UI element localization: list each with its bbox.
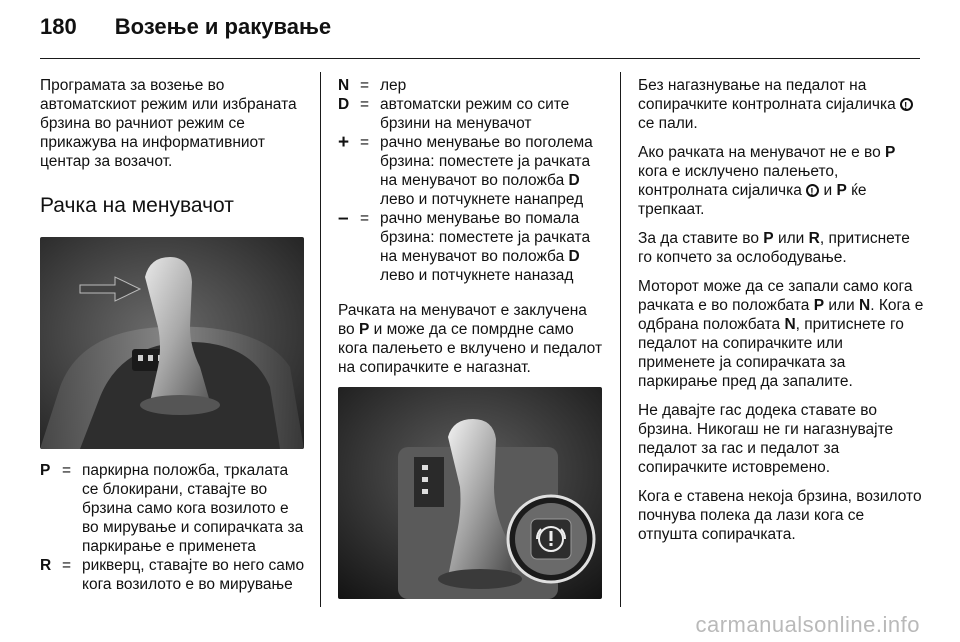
def-r: R = рикверц, ставајте во него само кога возилото е во мирување — [40, 557, 305, 593]
shift-lock-photo — [338, 387, 602, 599]
column-divider-1 — [320, 72, 321, 607]
paragraph-1: Без нагазнување на педалот на сопирачките контролната сијаличка ! се пали. — [638, 76, 924, 133]
watermark: carmanualsonline.info — [695, 612, 920, 637]
def-minus: – = рачно менување во помала брзина: поместете ја рачката на менувачот во положба D лево и потчукнете наназад — [338, 208, 591, 284]
paragraph-5: Не давајте гас додека ставате во брзина. Никогаш не ги нагазнувајте педалот за гас и педалот за сопирачките истовремено. — [638, 402, 894, 476]
gear-selector-photo — [40, 237, 304, 449]
page-title: Возење и ракување — [114, 14, 332, 39]
shift-lock-illustration — [338, 387, 602, 599]
page-header — [40, 14, 331, 40]
gear-definitions-1 — [40, 461, 308, 594]
def-d: D = автоматски режим со сите брзини на менувачот — [338, 96, 570, 132]
column-1 — [40, 76, 308, 594]
intro-paragraph: Програмата за возење во автоматскиот режим или избраната брзина во рачниот режим се прикажува на информативниот центар за возачот. — [40, 77, 297, 170]
section-heading: Рачка на менувачот — [40, 194, 234, 217]
lock-paragraph: Рачката на менувачот е заклучена во P и може да се помрдне само кога палењето е вклучено и педалот на сопирачките е нагазнат. — [338, 302, 603, 376]
column-2 — [338, 76, 604, 599]
page-number: 180 — [40, 14, 77, 39]
def-plus: + = рачно менување во поголема брзина: поместете ја рачката на менувачот во положба D лево и потчукнете нанапред — [338, 132, 593, 208]
gear-definitions-2 — [338, 76, 604, 285]
column-divider-2 — [620, 72, 621, 607]
paragraph-6: Кога е ставена некоја брзина, возилото почнува полека да лази кога се отпушта сопирачката. — [638, 488, 922, 543]
column-3 — [638, 76, 924, 554]
paragraph-2: Ако рачката на менувачот не е во P кога е исклучено палењето, контролната сијаличка ! и P ќе трепкаат. — [638, 143, 924, 219]
def-n: N = лер — [338, 77, 407, 94]
warning-lamp-icon — [900, 98, 913, 111]
paragraph-3: За да ставите во P или R, притиснете го копчето за ослободување. — [638, 230, 910, 266]
warning-lamp-icon-2 — [806, 184, 819, 197]
header-rule — [40, 58, 920, 59]
gear-selector-illustration — [40, 237, 304, 449]
def-p: P = паркирна положба, тркалата се блокирани, ставајте во брзина само кога возилото е во мирување и сопирачката за паркирање е применета — [40, 462, 304, 555]
paragraph-4: Моторот може да се запали само кога рачката е во положбата P или N. Кога е одбрана положбата N, притиснете го педалот на сопирачките или применете ја сопирачката за паркирање пред да запалите. — [638, 278, 924, 390]
